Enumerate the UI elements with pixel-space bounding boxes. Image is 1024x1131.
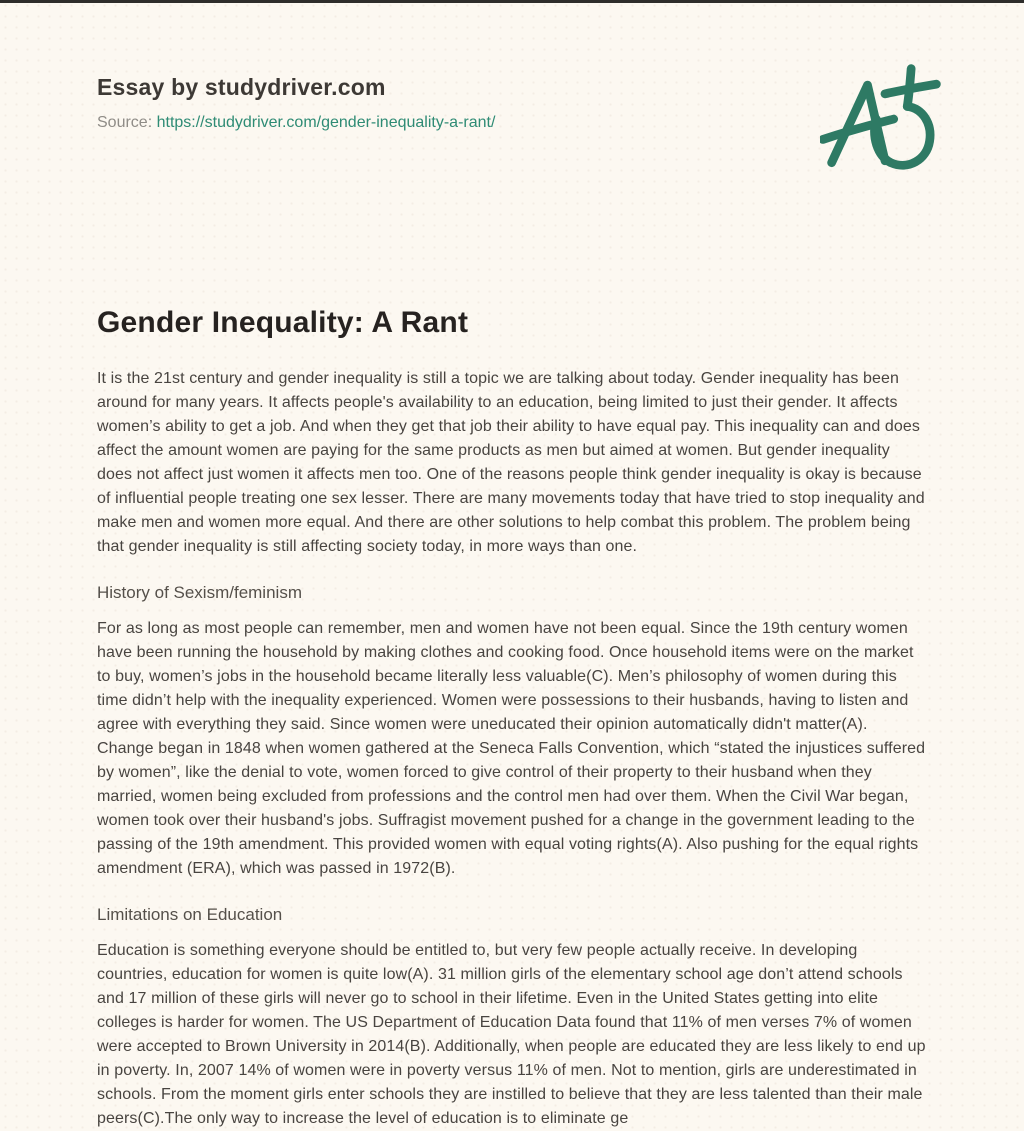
header-title: Essay by studydriver.com — [97, 74, 386, 100]
page-container — [0, 3, 1024, 1131]
source-label: Source: — [97, 114, 153, 131]
intro-paragraph: It is the 21st century and gender inequality is still a topic we are talking about today. Gender inequality has been around for many years. It affects people's availability to an education, being limited to just their gender. It affects women’s ability to get a job. And when they get that job their ability to have equal pay. This inequality can and does affect the amount women are paying for the same products as men but aimed at women. But gender inequality does not affect just women it affects men too. One of the reasons people think gender inequality is okay is because of influential people treating one sex lesser. There are many movements today that have tried to stop inequality and make men and women more equal. And there are other solutions to help combat this problem. The problem being that gender inequality is still affecting society today, in more ways than one. — [97, 370, 925, 555]
section-heading-education: Limitations on Education — [97, 905, 283, 924]
section-heading-history: History of Sexism/feminism — [97, 583, 302, 602]
studydriver-logo — [820, 64, 948, 183]
essay-title: Gender Inequality: A Rant — [97, 306, 469, 339]
section-paragraph-education: Education is something everyone should be entitled to, but very few people actually receive. In developing countries, education for women is quite low(A). 31 million girls of the elementary school age don’t attend schools and 17 million of these girls will never go to school in their lifetime. Even in the United States getting into elite colleges is harder for women. The US Department of Education Data found that 11% of men verses 7% of women were accepted to Brown University in 2014(B). Additionally, when people are educated they are less likely to end up in poverty. In, 2007 14% of women were in poverty versus 11% of men. Not to mention, girls are underestimated in schools. From the moment girls enter schools they are instilled to believe that they are less talented than their male peers(C).The only way to increase the level of education is to eliminate ge — [97, 942, 926, 1127]
a-plus-logo-icon — [820, 64, 948, 178]
page-header — [97, 74, 927, 183]
source-link[interactable]: https://studydriver.com/gender-inequality-a-rant/ — [156, 114, 496, 131]
header-text-block — [97, 74, 495, 132]
section-paragraph-history: For as long as most people can remember, men and women have not been equal. Since the 19th century women have been running the household by making clothes and cooking food. Once household items were on the market to buy, women’s jobs in the household became literally less valuable(C). Men’s philosophy of women during this time didn’t help with the inequality experienced. Women were possessions to their husbands, having to listen and agree with everything they said. Since women were uneducated their opinion automatically didn't matter(A). Change began in 1848 when women gathered at the Seneca Falls Convention, which “stated the injustices suffered by women”, like the denial to vote, women forced to give control of their property to their husband when they married, women being excluded from professions and the control men had over them. When the Civil War began, women took over their husband's jobs. Suffragist movement pushed for a change in the government leading to the passing of the 19th amendment. This provided women with equal voting rights(A). Also pushing for the equal rights amendment (ERA), which was passed in 1972(B). — [97, 620, 926, 877]
source-line — [97, 114, 495, 132]
